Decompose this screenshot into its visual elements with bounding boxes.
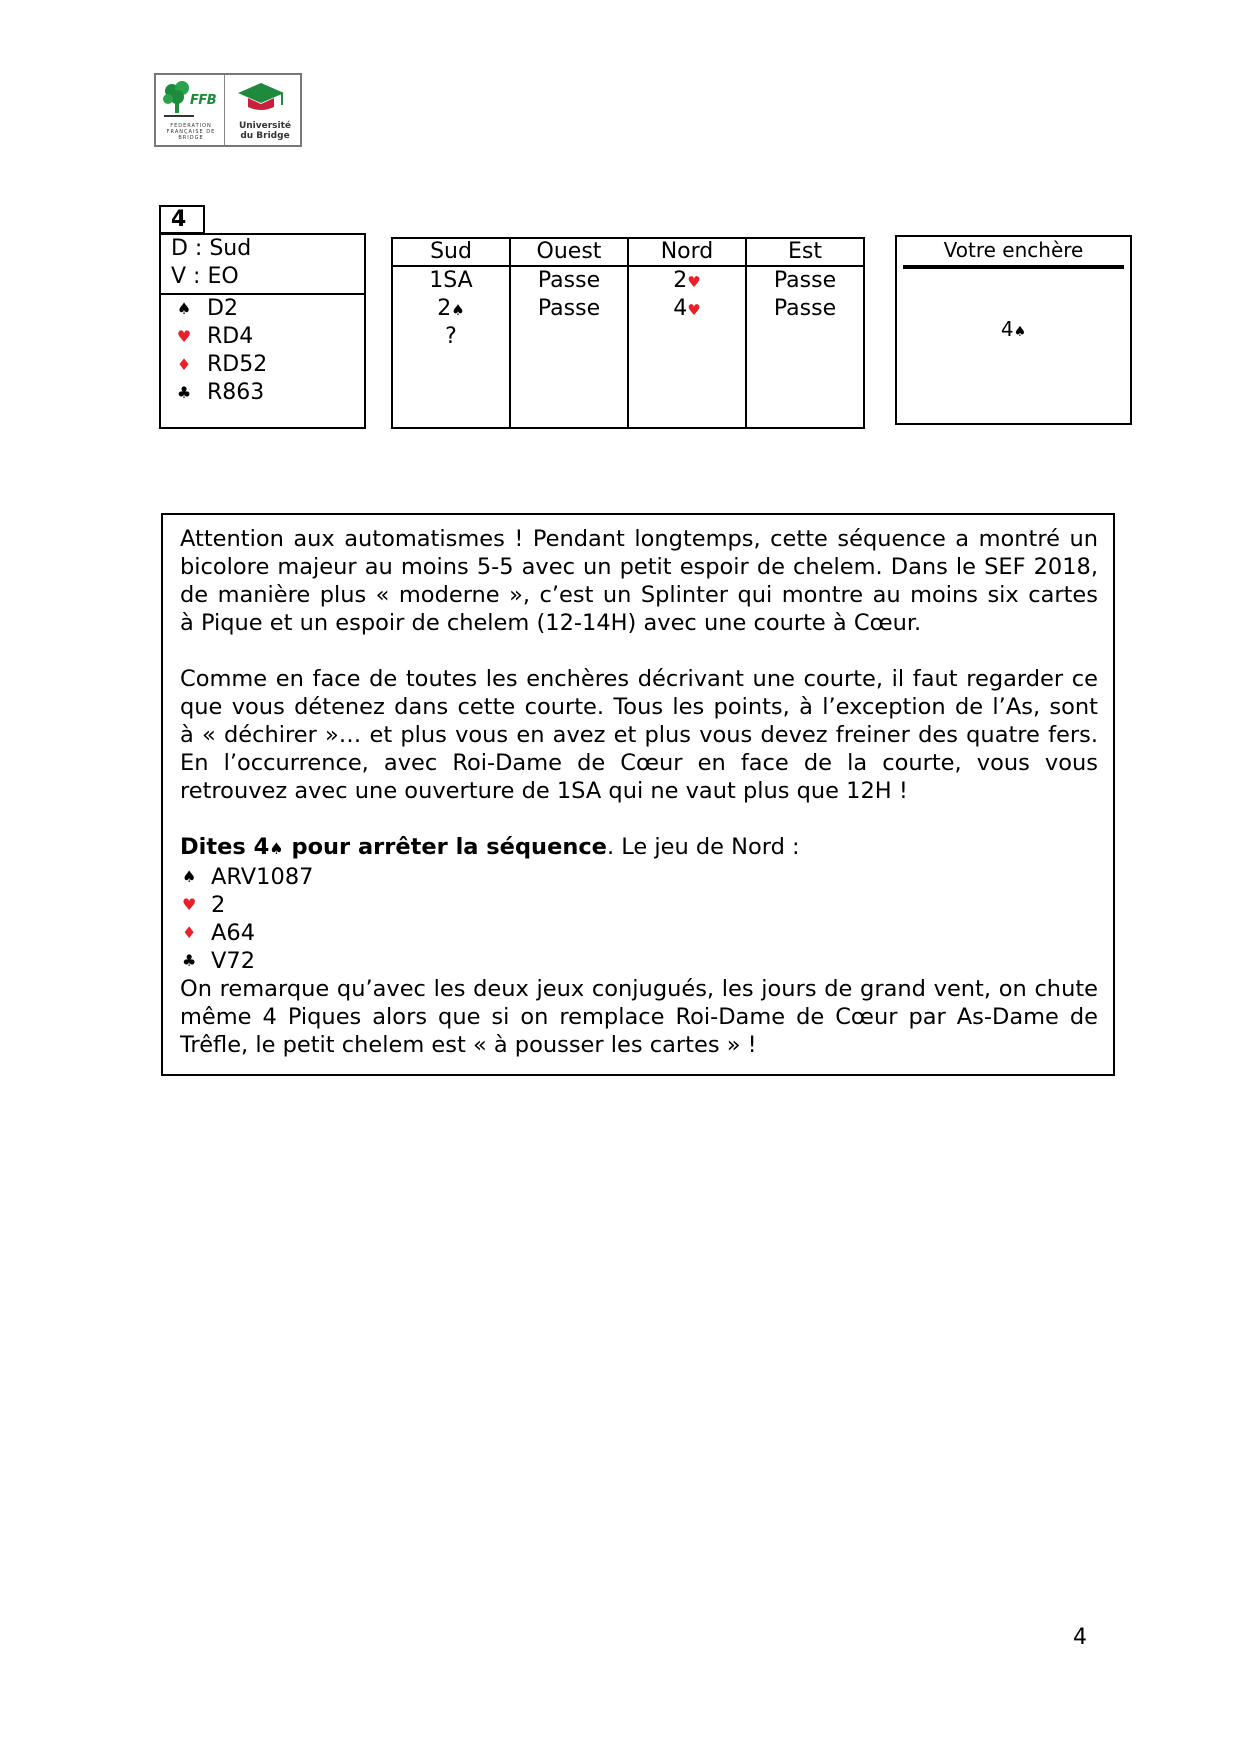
answer-level: 4 <box>1000 317 1014 341</box>
comment-p2-line1: Comme en face de toutes les enchères décrivant une courte, il faut regarder ce <box>180 666 1098 692</box>
bidding-table <box>391 237 865 429</box>
votre-enchere-answer <box>897 317 1130 341</box>
hand-row-clubs <box>161 379 364 407</box>
diamond-icon: ♦ <box>182 923 197 942</box>
page-number: 4 <box>1073 1625 1087 1650</box>
comment-p2-line4: En l’occurrence, avec Roi-Dame de Cœur en face de la courte, vous vous <box>180 750 1098 776</box>
bid-sud-3: ? <box>445 324 457 349</box>
commentary-box <box>161 513 1115 1076</box>
bid-header-est: Est <box>747 239 863 267</box>
hand-row-spades <box>161 295 364 323</box>
bid-ouest-2: Passe <box>537 296 601 321</box>
universite-text <box>229 121 301 141</box>
north-hand-diamonds <box>180 919 1098 947</box>
comment-p2-line2: que vous détenez dans cette courte. Tous les points, à l’exception de l’As, sont <box>180 694 1098 720</box>
club-icon: ♣ <box>182 951 197 970</box>
hand-row-diamonds <box>161 351 364 379</box>
votre-enchere-box <box>895 235 1132 425</box>
universite-logo-block <box>225 75 300 145</box>
graduation-cap-icon <box>236 81 286 117</box>
spade-icon: ♠ <box>1013 324 1027 340</box>
dites-bold-b: pour arrêter la séquence <box>283 834 607 860</box>
bid-col-nord <box>629 239 747 427</box>
south-hand <box>161 295 364 407</box>
north-hand-clubs <box>180 947 1098 975</box>
north-hand-hearts <box>180 891 1098 919</box>
deal-number: 4 <box>159 205 205 234</box>
bid-sud-2 <box>393 295 509 323</box>
comment-dites <box>180 833 1098 863</box>
bid-nord-2-level: 4 <box>673 296 688 321</box>
comment-p2-line5: retrouvez avec une ouverture de 1SA qui ne vaut plus que 12H ! <box>180 778 908 804</box>
bid-header-nord: Nord <box>629 239 745 267</box>
votre-enchere-title: Votre enchère <box>903 237 1124 269</box>
comment-p3-line3: Trêfle, le petit chelem est « à pousser les cartes » ! <box>180 1032 757 1058</box>
comment-p1-line1: Attention aux automatismes ! Pendant longtemps, cette séquence a montré un <box>180 526 1098 552</box>
north-clubs: V72 <box>211 948 256 974</box>
deal-box <box>159 233 366 429</box>
dites-rest: . Le jeu de Nord : <box>606 834 800 860</box>
north-hand-spades <box>180 863 1098 891</box>
comment-p1-line4: à Pique et un espoir de chelem (12-14H) avec une courte à Cœur. <box>180 610 922 636</box>
vulnerability: V : EO <box>171 264 239 289</box>
hand-row-hearts <box>161 323 364 351</box>
federation-text: FEDERATION FRANÇAISE DE BRIDGE <box>166 123 216 141</box>
north-spades: ARV1087 <box>211 864 314 890</box>
spade-icon: ♠ <box>182 867 197 886</box>
spade-icon: ♠ <box>451 301 465 319</box>
bid-header-sud: Sud <box>393 239 509 267</box>
bid-nord-2 <box>629 295 745 323</box>
north-diamonds: A64 <box>211 920 256 946</box>
comment-p3-line1: On remarque qu’avec les deux jeux conjugués, les jours de grand vent, on chute <box>180 976 1098 1002</box>
deal-header <box>161 235 364 295</box>
bid-est-1: Passe <box>773 268 837 293</box>
bid-est-2: Passe <box>773 296 837 321</box>
bid-nord-1 <box>629 267 745 295</box>
hand-hearts: RD4 <box>207 324 254 349</box>
comment-p1-line2: bicolore majeur au moins 5-5 avec un petit espoir de chelem. Dans le SEF 2018, <box>180 554 1098 580</box>
bid-col-sud <box>393 239 511 427</box>
ffb-wordmark: FFB <box>190 93 217 108</box>
bid-col-ouest <box>511 239 629 427</box>
ffb-logo-block <box>156 75 225 145</box>
bid-sud-1: 1SA <box>429 268 473 293</box>
comment-p1-line3: de manière plus « moderne », c’est un Splinter qui montre au moins six cartes <box>180 582 1098 608</box>
heart-icon: ♥ <box>687 301 701 319</box>
universite-line2: du Bridge <box>240 131 290 141</box>
bid-nord-1-level: 2 <box>673 268 688 293</box>
bid-header-ouest: Ouest <box>511 239 627 267</box>
spade-icon: ♠ <box>269 839 284 858</box>
comment-p2-line3: à « déchirer »… et plus vous en avez et plus vous devez freiner des quatre fers. <box>180 722 1098 748</box>
bid-col-est <box>747 239 863 427</box>
heart-icon: ♥ <box>182 895 197 914</box>
hand-clubs: R863 <box>207 380 265 405</box>
bid-sud-2-level: 2 <box>437 296 452 321</box>
bid-ouest-1: Passe <box>537 268 601 293</box>
dites-bold-a: Dites 4 <box>180 834 270 860</box>
heart-icon: ♥ <box>176 327 192 346</box>
dealer: D : Sud <box>171 236 252 261</box>
diamond-icon: ♦ <box>176 355 192 374</box>
heart-icon: ♥ <box>687 273 701 291</box>
spade-icon: ♠ <box>176 299 192 318</box>
hand-spades: D2 <box>207 296 238 321</box>
universite-line1: Université <box>238 121 292 131</box>
ffb-logo <box>154 73 302 147</box>
north-hearts: 2 <box>211 892 226 918</box>
comment-p3-line2: même 4 Piques alors que si on remplace Roi-Dame de Cœur par As-Dame de <box>180 1004 1098 1030</box>
hand-diamonds: RD52 <box>207 352 268 377</box>
club-icon: ♣ <box>176 383 192 402</box>
